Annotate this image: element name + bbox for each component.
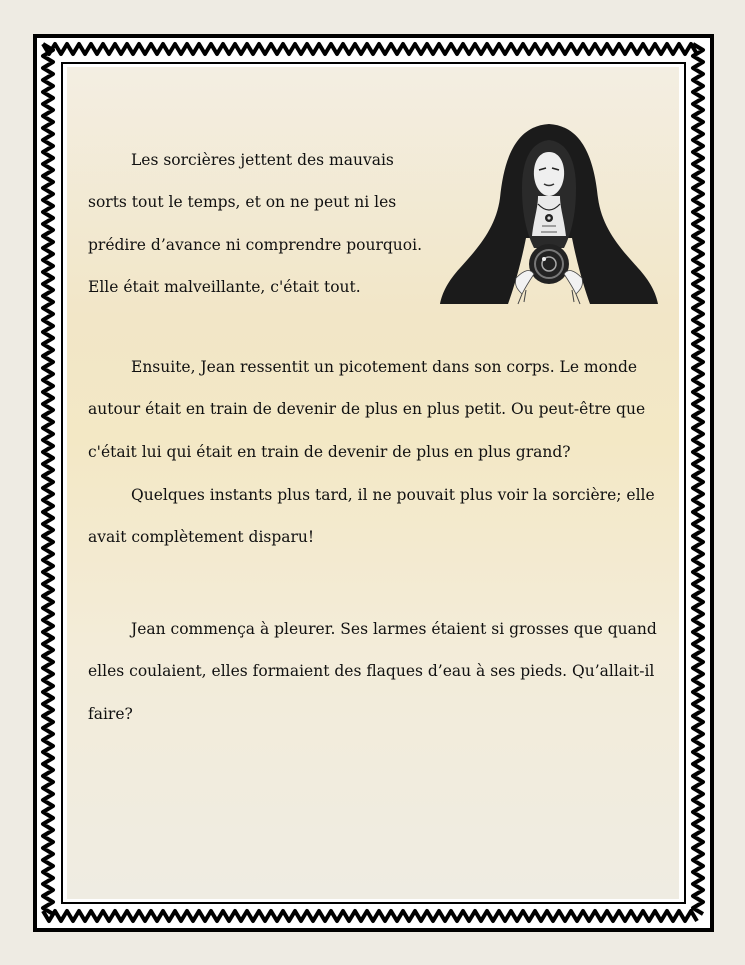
text-line: autour était en train de devenir de plus en plus petit. Ou peut-être que [88,400,646,418]
paragraph-3-continuation [88,516,314,559]
paragraph-2-continuation [88,388,645,473]
text-line: avait complètement disparu! [88,528,315,546]
text-line: elles coulaient, elles formaient des flaques d’eau à ses pieds. Qu’allait-il [88,662,655,680]
text-line: prédire d’avance ni comprendre pourquoi. [88,235,423,254]
text-line: c'était lui qui était en train de devenir de plus en plus grand? [88,442,571,461]
text-line: Elle était malveillante, c'était tout. [88,278,361,296]
text-line: faire? [88,704,133,723]
paragraph-1-continuation [88,181,422,309]
text-line: Quelques instants plus tard, il ne pouvait plus voir la sorcière; elle [131,486,655,504]
text-line: Jean commença à pleurer. Ses larmes étaient si grosses que quand [131,620,657,638]
text-line: Ensuite, Jean ressentit un picotement dans son corps. Le monde [131,358,638,376]
text-line: sorts tout le temps, et on ne peut ni les [88,193,397,211]
text-line: Les sorcières jettent des mauvais [131,151,394,169]
paragraph-3-line-1 [131,474,655,517]
paragraph-2-line-1 [131,346,637,389]
paragraph-4-line-1 [131,608,657,651]
paragraph-1-line-1 [131,139,394,182]
witch-with-crystal-ball-icon [438,118,660,316]
paragraph-4-continuation [88,650,654,735]
